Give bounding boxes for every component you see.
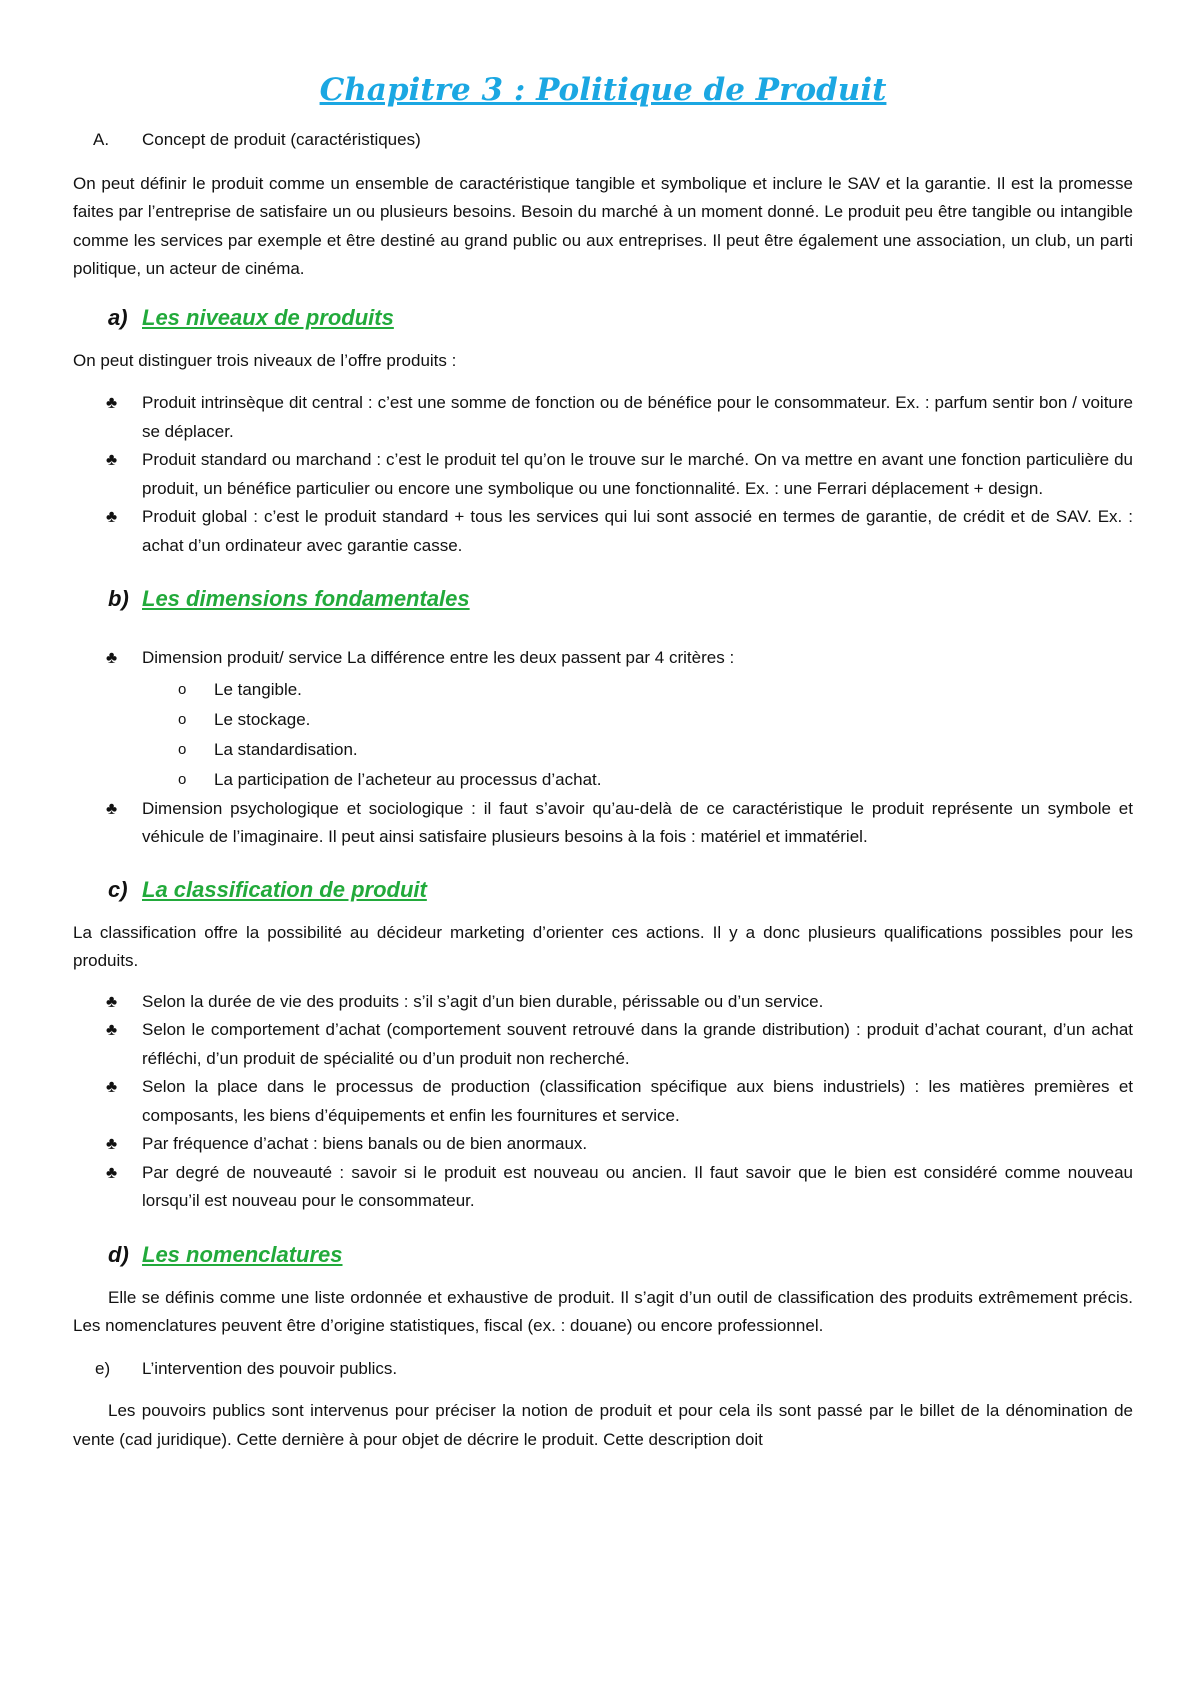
heading-text: La classification de produit	[142, 876, 427, 902]
list-item-text: Selon le comportement d’achat (comportement souvent retrouvé dans la grande distribution) : produit d’achat courant, d’un achat réfléchi, d’un produit de spécialité ou d’un produit non recherché.	[142, 1020, 1133, 1068]
club-bullet-icon: ♣	[106, 648, 118, 667]
list-item	[73, 1016, 1133, 1073]
section-heading-e	[95, 1355, 1133, 1384]
sub-list-item	[142, 675, 1133, 705]
list-item	[73, 1159, 1133, 1216]
section-e-label: L’intervention des pouvoir publics.	[142, 1358, 398, 1378]
section-d-paragraph: Elle se définis comme une liste ordonnée et exhaustive de produit. Il s’agit d’un outil de classification des produits extrêmement précis. Les nomenclatures peuvent être d’origine statistiques, fiscal (ex. : douane) ou encore professionnel.	[73, 1287, 1133, 1335]
circle-bullet-icon: o	[178, 680, 187, 698]
club-bullet-icon: ♣	[106, 991, 118, 1011]
circle-bullet-icon: o	[178, 710, 187, 728]
club-bullet-icon: ♣	[106, 1134, 118, 1153]
list-item	[73, 644, 1133, 795]
list-item-text: Produit intrinsèque dit central : c’est une somme de fonction ou de bénéfice pour le consommateur. Ex. : parfum sentir bon / voiture se déplacer.	[142, 393, 1133, 441]
list-item	[73, 503, 1133, 560]
club-bullet-icon: ♣	[106, 1020, 118, 1039]
section-heading-a	[108, 303, 1133, 333]
sub-list	[142, 675, 1133, 795]
heading-letter: c)	[108, 876, 128, 902]
section-b-list	[73, 644, 1133, 852]
list-item-text: Produit global : c’est le produit standard + tous les services qui lui sont associé en termes de garantie, de crédit et de SAV. Ex. : achat d’un ordinateur avec garantie casse.	[142, 507, 1133, 555]
section-a-heading	[73, 126, 1133, 155]
list-item-text: Dimension produit/ service La différence entre les deux passent par 4 critères :	[142, 648, 735, 667]
section-a-label: Concept de produit (caractéristiques)	[142, 130, 421, 149]
heading-text: Les dimensions fondamentales	[142, 586, 470, 611]
list-item-text: Par degré de nouveauté : savoir si le produit est nouveau ou ancien. Il faut savoir que le bien est considéré comme nouveau lorsqu’il est nouveau pour le consommateur.	[142, 1162, 1133, 1210]
list-item	[73, 1130, 1133, 1159]
sub-list-item-text: Le tangible.	[214, 679, 302, 699]
sub-list-item-text: La participation de l’acheteur au processus d’achat.	[214, 769, 602, 789]
club-bullet-icon: ♣	[106, 1077, 118, 1096]
list-item-text: Dimension psychologique et sociologique : il faut s’avoir qu’au-delà de ce caractéristique le produit représente un symbole et véhicule de l’imaginaire. Il peut ainsi satisfaire plusieurs besoins à la fois : matériel et immatériel.	[142, 798, 1133, 846]
page-title: Chapitre 3 : Politique de Produit	[319, 72, 887, 108]
circle-bullet-icon: o	[178, 740, 187, 758]
section-a-intro: On peut distinguer trois niveaux de l’offre produits :	[73, 350, 457, 370]
section-heading-b	[108, 584, 1133, 614]
heading-letter: d)	[108, 1241, 129, 1267]
list-item	[73, 389, 1133, 446]
section-a-list	[73, 389, 1133, 560]
list-item	[73, 795, 1133, 852]
club-bullet-icon: ♣	[106, 1162, 118, 1182]
section-c-intro: La classification offre la possibilité au décideur marketing d’orienter ces actions. Il y a donc plusieurs qualifications possibles pour les produits.	[73, 922, 1133, 970]
club-bullet-icon: ♣	[106, 798, 118, 818]
heading-text: Les niveaux de produits	[142, 304, 394, 330]
club-bullet-icon: ♣	[106, 450, 118, 469]
club-bullet-icon: ♣	[106, 393, 118, 412]
list-marker: A.	[93, 130, 110, 149]
intro-paragraph: On peut définir le produit comme un ensemble de caractéristique tangible et symbolique et inclure le SAV et la garantie. Il est la promesse faites par l’entreprise de satisfaire un ou plusieurs besoins. Besoin du marché à un moment donné. Le produit peu être tangible ou intangible comme les services par exemple et être destiné au grand public ou aux entreprises. Il peut être également une association, un club, un parti politique, un acteur de cinéma.	[73, 173, 1133, 278]
list-item-text: Selon la durée de vie des produits : s’il s’agit d’un bien durable, périssable ou d’un service.	[142, 991, 824, 1011]
list-item	[73, 988, 1133, 1017]
heading-text: Les nomenclatures	[142, 1241, 343, 1267]
document-page	[73, 0, 1133, 1454]
sub-list-item-text: La standardisation.	[214, 739, 358, 759]
heading-letter: a)	[108, 304, 128, 330]
sub-list-item-text: Le stockage.	[214, 709, 311, 729]
section-e-paragraph: Les pouvoirs publics sont intervenus pour préciser la notion de produit et pour cela ils sont passé par le billet de la dénomination de vente (cad juridique). Cette dernière à pour objet de décrire le produit. Cette description doit	[73, 1401, 1133, 1449]
list-item-text: Produit standard ou marchand : c’est le produit tel qu’on le trouve sur le marché. On va mettre en avant une fonction particulière du produit, un bénéfice particulier ou encore une symbolique ou une fonctionnalité. Ex. : une Ferrari déplacement + design.	[142, 450, 1133, 498]
section-heading-d	[108, 1240, 1133, 1270]
section-c-list	[73, 988, 1133, 1216]
circle-bullet-icon: o	[178, 770, 187, 788]
club-bullet-icon: ♣	[106, 507, 118, 526]
list-item-text: Selon la place dans le processus de production (classification spécifique aux biens industriels) : les matières premières et composants, les biens d’équipements et enfin les fournitures et service.	[142, 1077, 1133, 1125]
sub-list-item	[142, 765, 1133, 795]
list-item	[73, 1073, 1133, 1130]
section-heading-c	[108, 875, 1133, 905]
sub-list-item	[142, 705, 1133, 735]
list-item	[73, 446, 1133, 503]
sub-list-item	[142, 735, 1133, 765]
list-marker: e)	[95, 1358, 111, 1378]
heading-letter: b)	[108, 586, 129, 611]
list-item-text: Par fréquence d’achat : biens banals ou de bien anormaux.	[142, 1134, 588, 1153]
